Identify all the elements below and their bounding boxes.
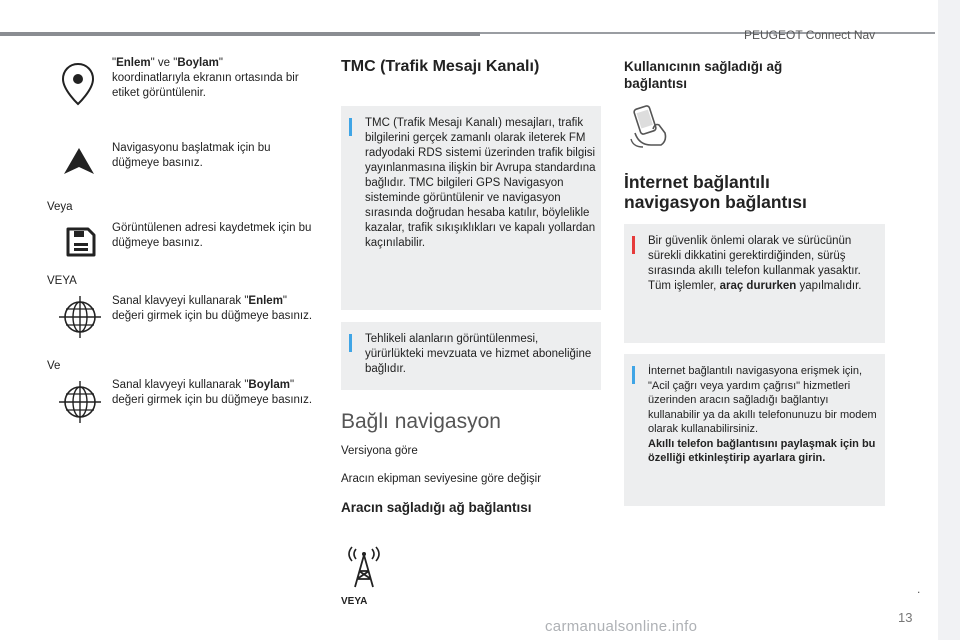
save-address-text: Görüntülenen adresi kaydetmek için bu düğmeye basınız. — [112, 222, 312, 249]
danger-zones-box — [341, 322, 601, 390]
info-marker-icon — [349, 118, 352, 136]
or-label-1: Veya — [47, 201, 73, 213]
page-number: 13 — [898, 610, 913, 625]
watermark-text: carmanualsonline.info — [545, 618, 698, 635]
warning-marker-icon — [632, 236, 635, 254]
danger-zones-text: Tehlikeli alanların görüntülenmesi, yürürlükteki mevzuata ve hizmet aboneliğine bağlıdır. — [365, 333, 592, 375]
or-label-3: Ve — [47, 360, 61, 372]
safety-warning-text: Bir güvenlik önlemi olarak ve sürücünün sürekli dikkatini gerektirdiğinden, sürüş sırasında akıllı telefon kullanmak yasaktır. Tüm işlemler, araç dururken yapılmalıdır. — [648, 235, 862, 292]
internet-info-text: İnternet bağlantılı navigasyona erişmek için, "Acil çağrı veya yardım çağrısı" hizmetleri üzerinden aracın sağladığı bağlantıyı kullanabilir ya da akıllı telefonunuzu bir modem olarak kullanabilirsiniz. Akıllı telefon bağlantısını paylaşmak için bu özelliği etkinleştirip ayarlara girin. — [648, 365, 877, 464]
internet-info-box — [624, 354, 885, 506]
info-marker-icon — [632, 366, 635, 384]
start-navigation-text: Navigasyonu başlatmak için bu düğmeye basınız. — [112, 142, 271, 169]
continuation-mark: . — [917, 582, 921, 596]
user-network-title: Kullanıcının sağladığı ağ bağlantısı — [624, 59, 783, 91]
version-text: Versiyona göre — [341, 445, 418, 457]
header-rule — [0, 32, 480, 36]
equipment-text: Aracın ekipman seviyesine göre değişir — [341, 473, 542, 485]
vehicle-network-title: Aracın sağladığı ağ bağlantısı — [341, 500, 532, 515]
globe-grid-icon — [58, 295, 102, 339]
connected-nav-title: Bağlı navigasyon — [341, 410, 501, 433]
save-disk-icon — [64, 225, 96, 259]
navigation-arrow-icon — [62, 146, 96, 176]
internet-nav-title: İnternet bağlantılı navigasyon bağlantısı — [624, 172, 807, 212]
latitude-input-text: Sanal klavyeyi kullanarak "Enlem" değeri girmek için bu düğmeye basınız. — [112, 295, 313, 322]
longitude-input-text: Sanal klavyeyi kullanarak "Boylam" değeri girmek için bu düğmeye basınız. — [112, 379, 313, 406]
globe-grid-icon — [58, 380, 102, 424]
info-marker-icon — [349, 334, 352, 352]
radio-antenna-icon — [346, 545, 382, 589]
coordinates-label-text: "Enlem" ve "Boylam" koordinatlarıyla ekranın ortasında bir etiket görüntülenir. — [112, 57, 299, 99]
tmc-info-box — [341, 106, 601, 310]
smartphone-hand-icon — [627, 103, 673, 149]
safety-warning-box — [624, 224, 885, 343]
header-title: PEUGEOT Connect Nav — [744, 28, 876, 42]
tmc-section-title: TMC (Trafik Mesajı Kanalı) — [341, 58, 540, 75]
veya-label: VEYA — [341, 596, 368, 607]
tmc-info-text: TMC (Trafik Mesajı Kanalı) mesajları, trafik bilgilerini gerçek zamanlı olarak ileterek FM radyodaki RDS sistemi üzerinden trafik bilgisi yayınlanmasına ilişkin bir Avrupa standardına bağlıdır. TMC bilgileri GPS Navigasyon sisteminde görüntülenir ve navigasyon sırasında doğrudan hesaba katılır, böylelikle kazalar, trafik sıkışıklıkları ve kapalı yollardan kaçınılabilir. — [365, 117, 596, 249]
page-edge-strip — [938, 0, 960, 640]
map-pin-icon — [60, 62, 96, 106]
or-label-2: VEYA — [47, 275, 77, 287]
